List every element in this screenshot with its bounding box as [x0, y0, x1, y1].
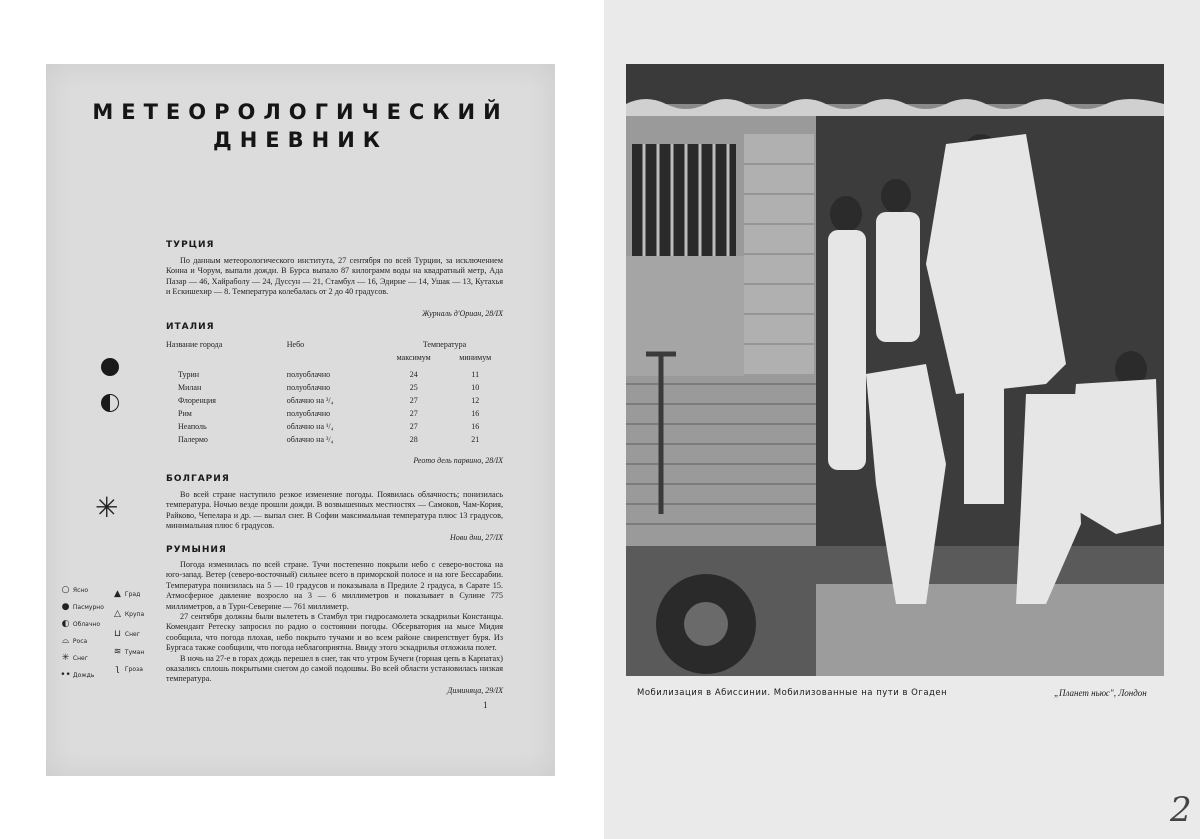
italy-source: Реото дель парвино, 28/IX	[413, 456, 503, 465]
cell-max: 27	[409, 409, 418, 418]
abyssinia-mobilization-photo	[626, 64, 1164, 676]
bulgaria-text	[166, 490, 503, 532]
column-header-max: максимум	[396, 353, 431, 362]
snow-icon: ✳	[61, 653, 70, 663]
cell-city: Флоренция	[178, 396, 216, 405]
cell-sky: полуоблачно	[286, 370, 331, 379]
cell-min: 16	[471, 409, 480, 418]
legend-item	[60, 636, 87, 646]
photo-credit: „Планет ньюс", Лондон	[1054, 688, 1147, 698]
dew-icon: ⌓	[61, 636, 70, 646]
right-page	[604, 0, 1200, 839]
turkey-text	[166, 256, 503, 298]
table-row	[166, 420, 506, 433]
romania-paragraph-1: Погода изменилась по всей стране. Тучи постепенно покрыли небо с северо-востока на юго-запад. Ветер (северо-восточный) сильнее всего в приморской полосе и на юге Бессарабии. Температура понизилась на 5 — 10 градусов и показывала в Предиле 2 градуса, в Сарате 15. Атмосферное давление возросло на 3 — 6 миллиметров и показывает в Сулине 775 миллиметров, а в Турн-Северине — 761 миллиметр.	[166, 560, 503, 611]
hail-icon: ▲	[114, 589, 121, 599]
cell-min: 11	[471, 370, 480, 379]
page-title-line-1: МЕТЕОРОЛОГИЧЕСКИЙ	[92, 100, 509, 124]
page-number: 1	[483, 700, 488, 710]
legend-label: Туман	[124, 649, 145, 656]
cell-city: Рим	[178, 409, 192, 418]
legend-label: Крупа	[124, 611, 145, 618]
turkey-source: Журналь д'Ориан, 28/IX	[422, 309, 503, 318]
legend-label: Гроза	[124, 666, 143, 673]
legend-label: Снег	[72, 655, 88, 662]
romania-paragraph-2: 27 сентября должны были вылететь в Стамбул три гидросамолета эскадрильи Констанцы. Комендант Ретеску запросил по радио о состоянии погоды. Обсерватория на мысе Мидия сообщила, что погода плохая, небо покрыто тучами и во всем районе свирепствует буря. Из Бургаса также сообщили, что погода неблагоприятна. Ввиду этого эскадрилья отложила полет.	[166, 612, 503, 653]
photo-caption: Мобилизация в Абиссинии. Мобилизованные на пути в Огаден	[637, 688, 948, 698]
table-row	[166, 394, 506, 407]
cell-max: 27	[409, 422, 418, 431]
legend-item	[60, 585, 88, 595]
column-header-min: минимум	[459, 353, 492, 362]
cell-city: Турин	[178, 370, 200, 379]
bulgaria-paragraph: Во всей стране наступило резкое изменение погоды. Появилась облачность; понизилась температура. Ночью везде прошли дожди. В возвышенных местностях — Самоков, Чам-Кория, Райково, Чепелара и др. — выпал снег. В Софии максимальная температура плюс 13 градусов, минимальная плюс 6 градусов.	[166, 490, 503, 531]
cell-city: Милан	[178, 383, 202, 392]
cloudy-icon: ◐	[61, 619, 70, 629]
romania-paragraph-3: В ночь на 27-е в горах дождь перешел в снег, так что утром Бучеги (горная цепь в Карпатах) оказались сплошь покрытыми снегом до самой подошвы. Во всей области установилась низкая температура.	[166, 653, 503, 684]
table-row	[166, 381, 506, 394]
romania-text	[166, 560, 503, 685]
italy-heading: ИТАЛИЯ	[166, 322, 215, 332]
legend-label: Снег	[124, 631, 140, 638]
legend-label: Дождь	[72, 672, 95, 679]
cell-min: 10	[471, 383, 480, 392]
cell-city: Неаполь	[178, 422, 207, 431]
overcast-icon: ●	[61, 602, 70, 612]
italy-weather-table	[166, 338, 506, 446]
legend-item	[60, 653, 88, 663]
cell-min: 16	[471, 422, 480, 431]
legend-label: Ясно	[72, 587, 88, 594]
fog-icon: ≋	[113, 647, 122, 657]
cell-city: Палермо	[178, 435, 208, 444]
clear-icon: ○	[61, 585, 70, 595]
cell-sky: полуоблачно	[286, 383, 331, 392]
thunder-icon: ʅ	[115, 664, 120, 674]
grain-icon: △	[114, 609, 121, 619]
legend-label: Облачно	[72, 621, 100, 628]
column-header-temperature: Температура	[422, 340, 467, 349]
legend-item	[112, 589, 140, 599]
cell-sky: облачно на ³/₄	[286, 396, 334, 405]
cloudy-symbol-icon	[101, 394, 119, 412]
cell-min: 21	[471, 435, 480, 444]
rain-icon: ••	[60, 670, 71, 680]
bulgaria-heading: БОЛГАРИЯ	[166, 474, 230, 484]
column-header-city: Название города	[166, 340, 223, 349]
left-page	[46, 64, 555, 776]
legend-item	[60, 670, 94, 680]
turkey-paragraph: По данным метеорологического института, 27 сентября по всей Турции, за исключением Конна и Чорум, выпали дожди. В Бурса выпало 87 килограмм воды на квадратный метр, Ада Пазар — 46, Хайраболу — 24, Дуссун — 21, Стамбул — 16, Эдирне — 14, Ушак — 13, Кутахья и Ескишехир — 8. Температура колебалась от 2 до 40 градусов.	[166, 256, 503, 297]
bulgaria-source: Нови дни, 27/IX	[449, 533, 503, 542]
table-row	[166, 433, 506, 446]
cell-max: 28	[409, 435, 418, 444]
romania-heading: РУМЫНИЯ	[166, 545, 227, 555]
legend-item	[112, 629, 140, 639]
legend-item	[112, 609, 144, 619]
legend-label: Град	[124, 591, 141, 598]
turkey-heading: ТУРЦИЯ	[166, 240, 215, 250]
table-row	[166, 368, 506, 381]
overcast-symbol-icon	[101, 358, 119, 376]
cell-max: 27	[409, 396, 418, 405]
cell-max: 24	[409, 370, 418, 379]
snow-cover-icon: ⊔	[113, 629, 122, 639]
legend-item	[60, 602, 104, 612]
legend-item	[112, 664, 143, 674]
page-number-handwritten: 2	[1170, 790, 1192, 830]
column-header-sky: Небо	[286, 340, 305, 349]
cell-sky: полуоблачно	[286, 409, 331, 418]
romania-source: Диминяца, 29/IX	[447, 686, 503, 695]
railway-carriage-photo	[626, 64, 1164, 676]
table-row	[166, 407, 506, 420]
cell-sky: облачно на ³/₄	[286, 435, 334, 444]
legend-item	[60, 619, 100, 629]
page-title-line-2: ДНЕВНИК	[213, 128, 388, 152]
legend-label: Роса	[72, 638, 88, 645]
legend-label: Пасмурно	[72, 604, 104, 611]
cell-min: 12	[471, 396, 480, 405]
cell-max: 25	[409, 383, 418, 392]
legend-item	[112, 647, 144, 657]
snowflake-icon: ✳	[95, 491, 119, 524]
cell-sky: облачно на ¹/₄	[286, 422, 334, 431]
